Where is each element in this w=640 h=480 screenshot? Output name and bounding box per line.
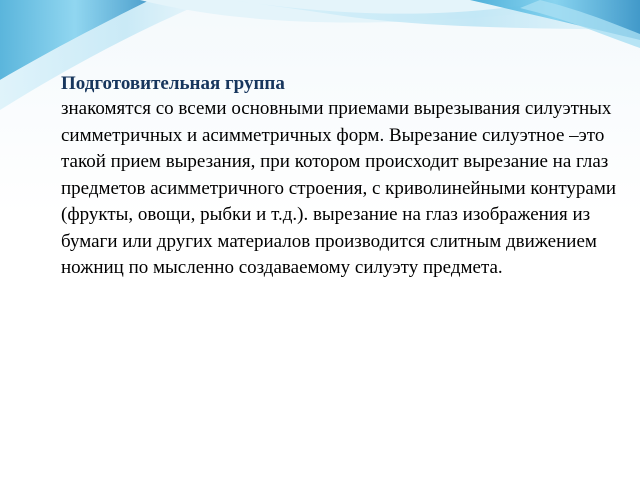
slide-title: Подготовительная группа [61, 73, 285, 94]
slide-body-text: знакомятся со всеми основными приемами вырезывания силуэтных симметричных и асимметричных форм. Вырезание силуэтное –это такой прием вырезания, при котором происходит вырезание на глаз предметов асимметричного строения, с криволинейными контурами (фрукты, овощи, рыбки и т.д.). вырезание на глаз изображения из бумаги или других материалов производится слитным движением ножниц по мысленно создаваемому силуэту предмета. [61, 98, 617, 278]
slide-content [61, 72, 621, 282]
